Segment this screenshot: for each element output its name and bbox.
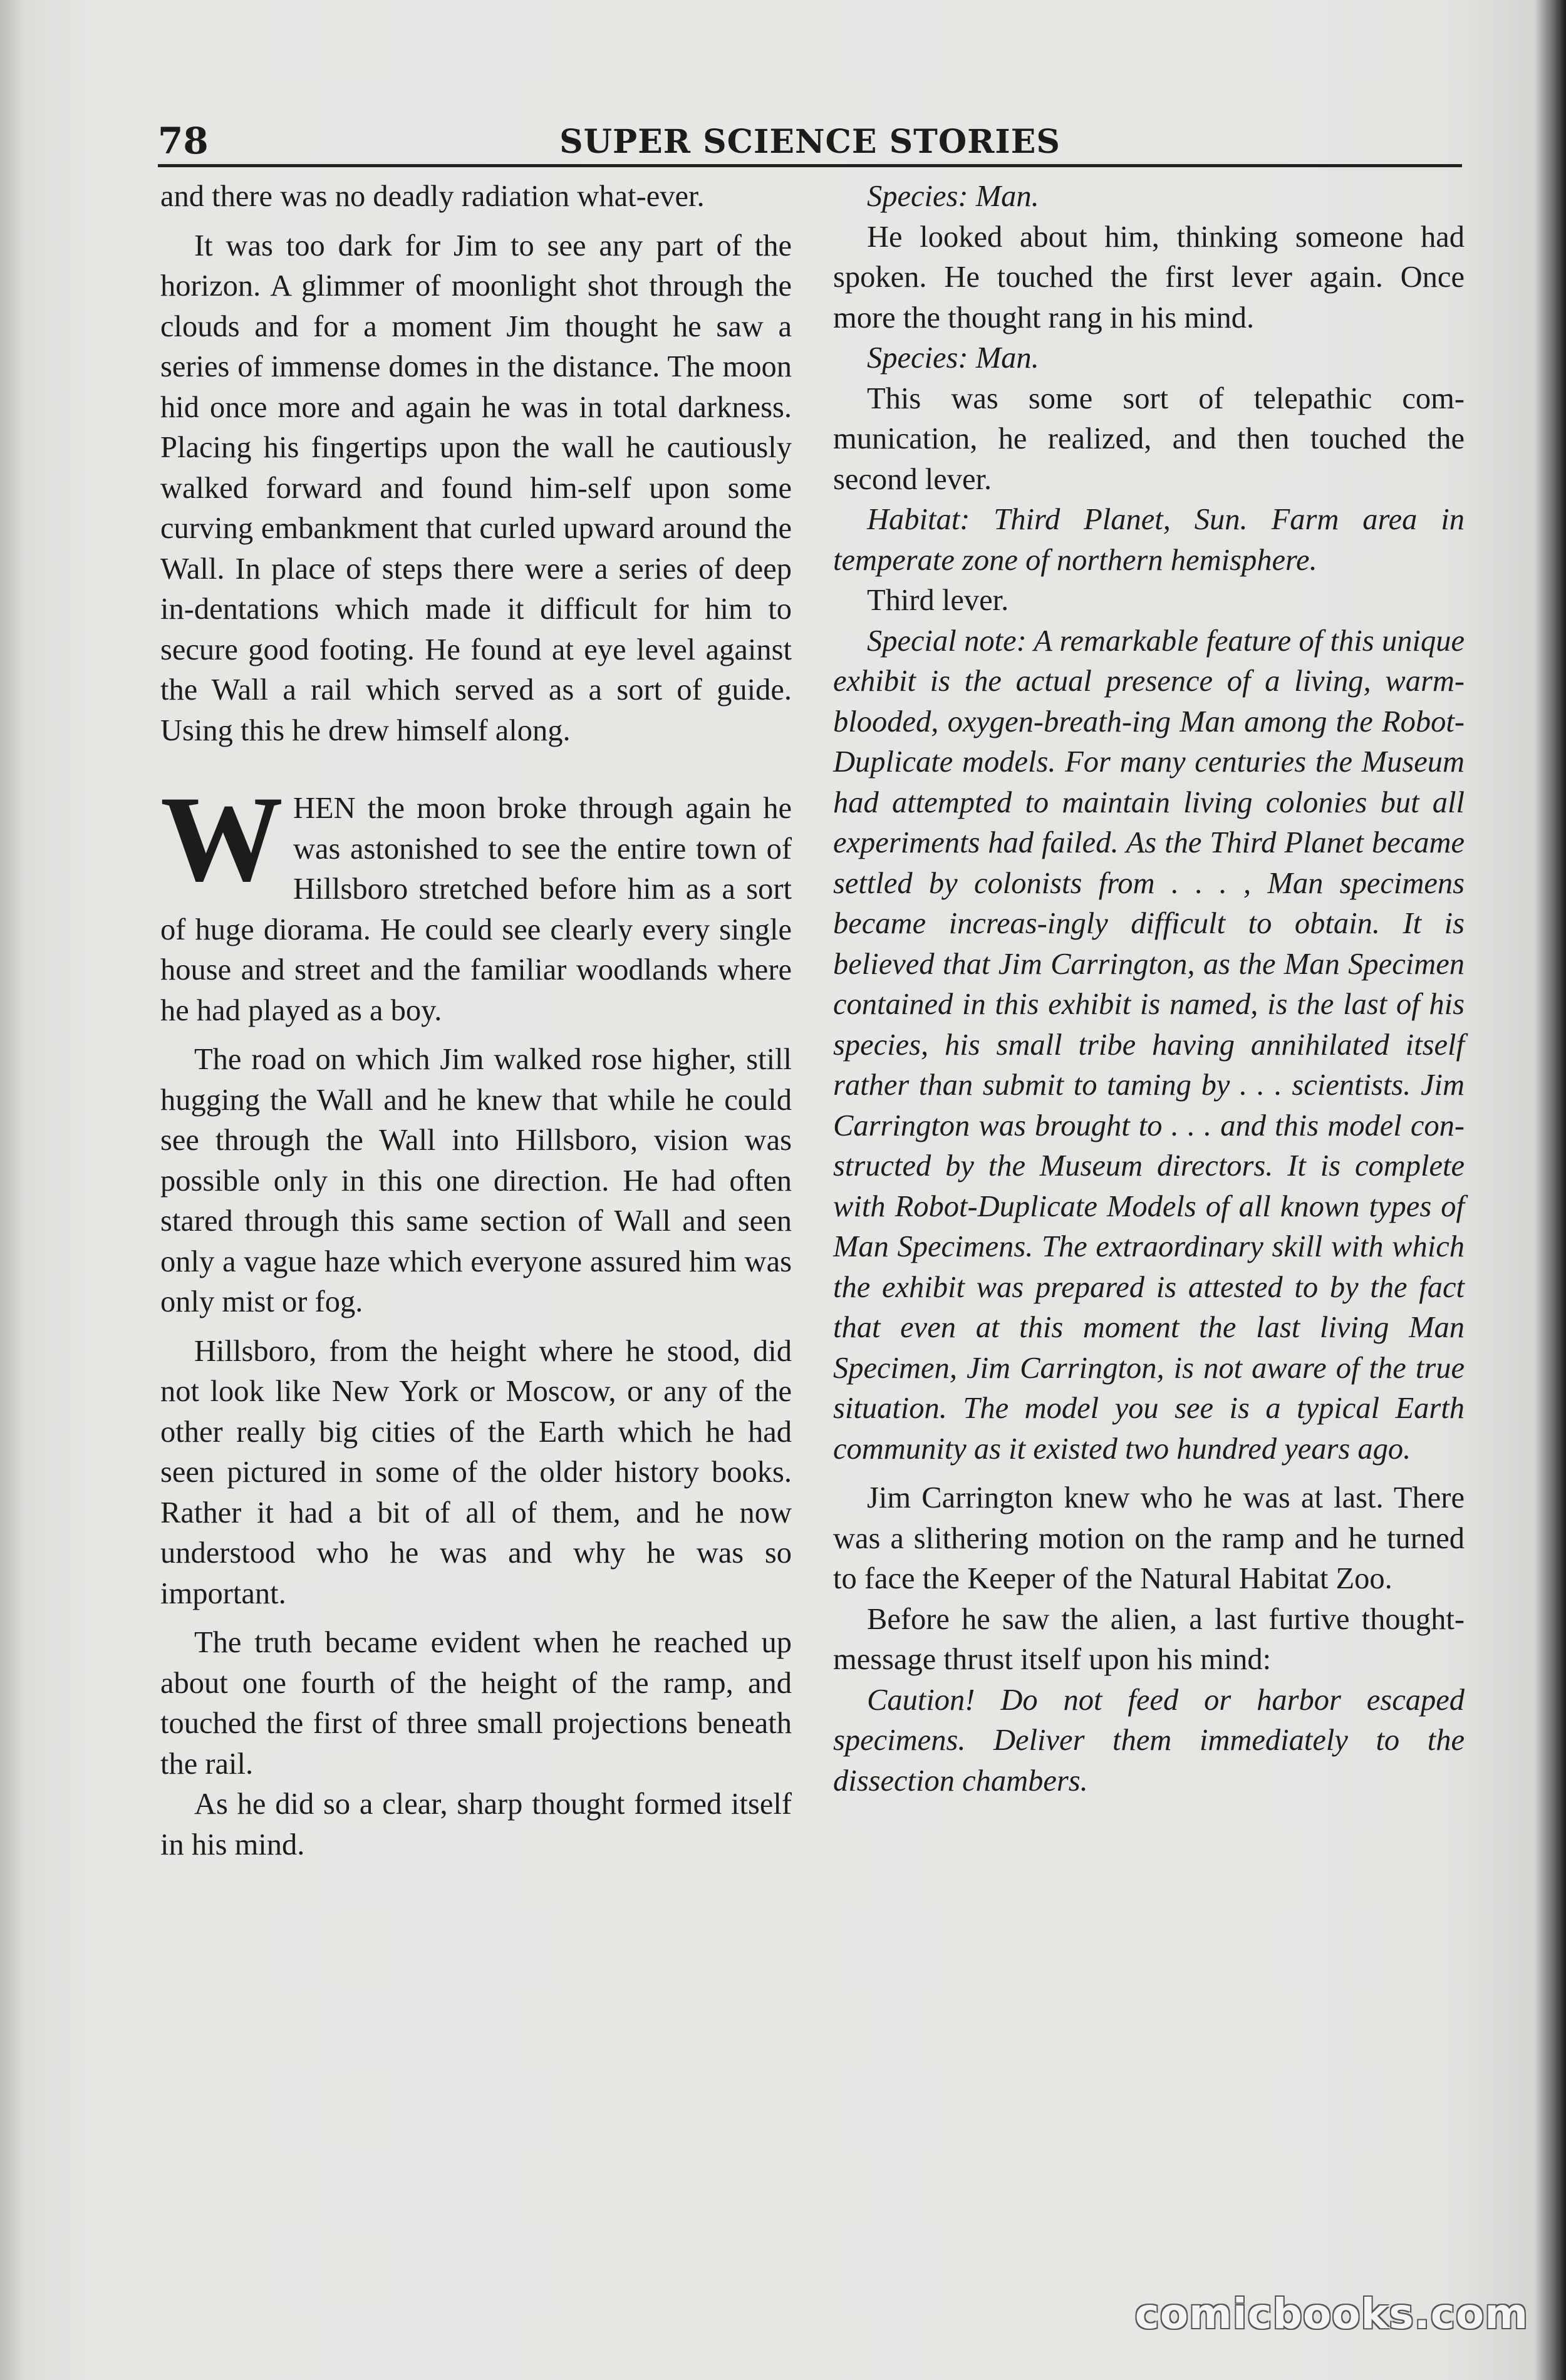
paragraph: It was too dark for Jim to see any part of the horizon. A glimmer of moonlight shot through the clouds and for a moment Jim thought he saw a series of immense domes in the distance. The moon hid once more and again he was in total darkness. Placing his fingertips upon the wall he cautiously walked forward and found him-self upon some curving embankment that curled upward around the Wall. In place of steps there were a series of deep in-dentations which made it difficult for him to secure good footing. He found at eye level against the Wall a rail which served as a sort of guide. Using this he drew himself along. <box>160 229 792 747</box>
telepathic-message: Habitat: Third Planet, Sun. Farm area in temperate zone of northern hemisphere. <box>833 503 1465 577</box>
telepathic-message: Species: Man. <box>867 180 1039 213</box>
paragraph: The road on which Jim walked rose higher, still hugging the Wall and he knew that while he could see through the Wall into Hillsboro, vision was possible only in this one direction. He had often stared through this same section of Wall and seen only a vague haze which everyone assured him was only mist or fog. <box>160 1043 792 1318</box>
paragraph: Before he saw the alien, a last furtive thought-message thrust itself upon his mind: <box>833 1602 1465 1676</box>
paragraph-dropcap <box>160 771 792 1031</box>
drop-cap: W <box>160 771 283 907</box>
paragraph: He looked about him, thinking someone had spoken. He touched the first lever again. Once more the thought rang in his mind. <box>833 220 1465 334</box>
paragraph: Hillsboro, from the height where he stood, did not look like New York or Moscow, or any of the other really big cities of the Earth which he had seen pictured in some of the older history books. Rather it had a bit of all of them, and he now understood who he was and why he was so important. <box>160 1334 792 1610</box>
page-number: 78 <box>158 120 209 162</box>
page-header <box>158 108 1462 167</box>
telepathic-message: Species: Man. <box>867 341 1039 375</box>
right-column <box>833 177 1465 1810</box>
paragraph: Third lever. <box>867 584 1009 617</box>
paragraph: This was some sort of telepathic com-munication, he realized, and then touched the second lever. <box>833 381 1465 496</box>
paragraph: The truth became evident when he reached up about one fourth of the height of the ramp, and touched the first of three small projections beneath the rail. <box>160 1626 792 1781</box>
paragraph: Jim Carrington knew who he was at last. There was a slithering motion on the ramp and he turned to face the Keeper of the Natural Habitat Zoo. <box>833 1481 1465 1595</box>
magazine-title: SUPER SCIENCE STORIES <box>559 123 1060 161</box>
telepathic-message: Special note: A remarkable feature of this unique exhibit is the actual presence of a living, warm-blooded, oxygen-breath-ing Man among the Robot-Duplicate models. For many centuries the Museum had attempted to maintain living colonies but all experiments had failed. As the Third Planet became settled by colonists from . . . , Man specimens became increas-ingly difficult to obtain. It is believed that Jim Carrington, as the Man Specimen contained in this exhibit is named, is the last of his species, his small tribe having annihilated itself rather than submit to taming by . . . scientists. Jim Carrington was brought to . . . and this model con-structed by the Museum directors. It is complete with Robot-Duplicate Models of all known types of Man Specimens. The extraordinary skill with which the exhibit was prepared is attested to by the fact that even at this moment the last living Man Specimen, Jim Carrington, is not aware of the true situation. The model you see is a typical Earth community as it existed two hundred years ago. <box>833 624 1465 1466</box>
header-rule <box>158 164 1462 167</box>
telepathic-message: Caution! Do not feed or harbor escaped specimens. Deliver them immediately to the dissection chambers. <box>833 1683 1465 1798</box>
paragraph: and there was no deadly radiation what-ever. <box>160 180 705 213</box>
paragraph: As he did so a clear, sharp thought formed itself in his mind. <box>160 1788 792 1861</box>
left-column <box>160 177 792 1874</box>
paragraph-text: HEN the moon broke through again he was astonished to see the entire town of Hillsboro stretched before him as a sort of huge diorama. He could see clearly every single house and street and the familiar woodlands where he had played as a boy. <box>160 792 792 1027</box>
watermark: comicbooks.com <box>1134 2290 1528 2338</box>
